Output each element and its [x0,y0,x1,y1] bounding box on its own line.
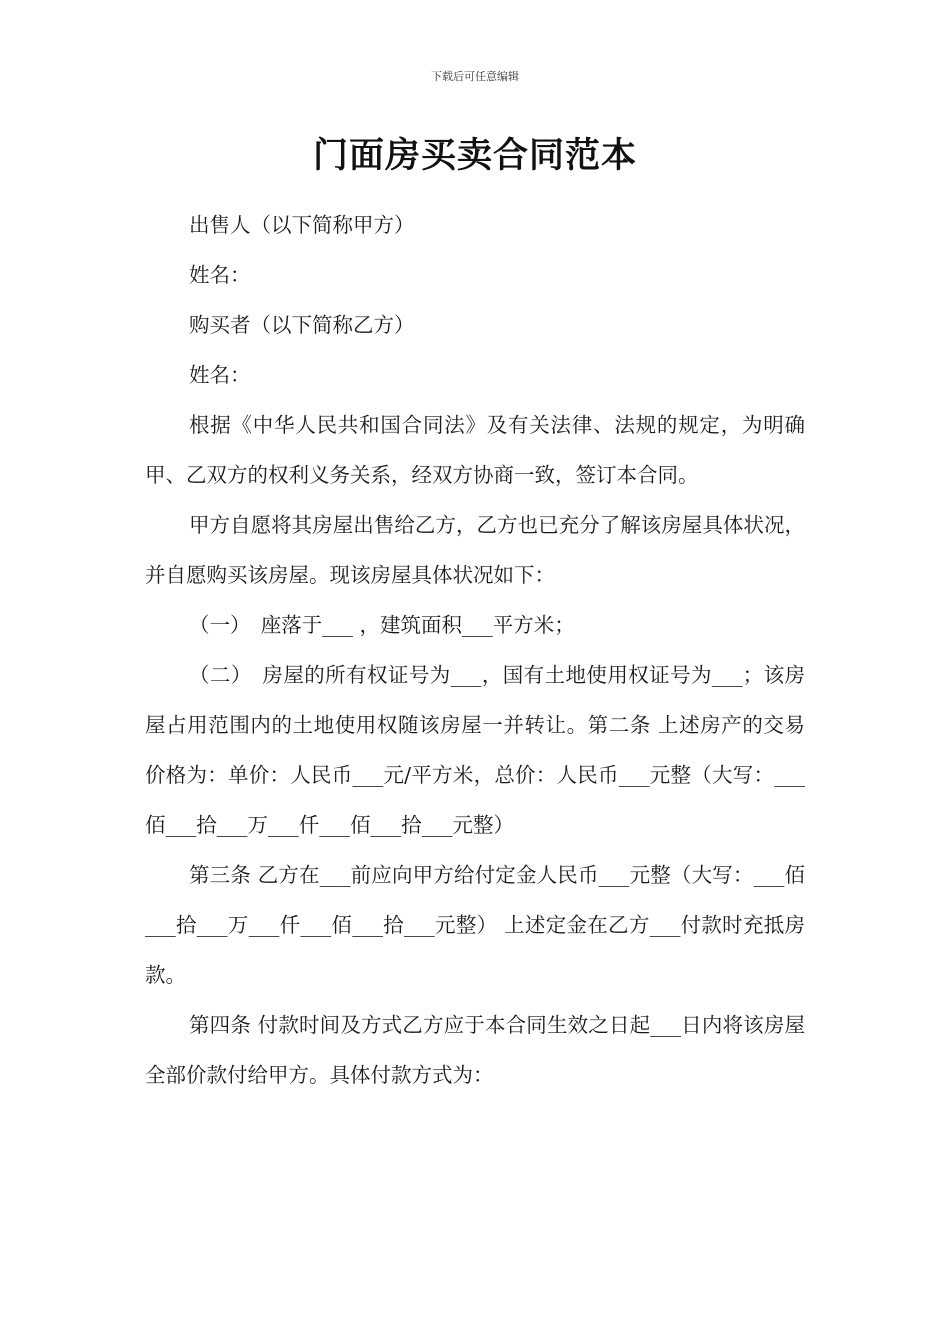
paragraph-article-3: 第三条 乙方在___前应向甲方给付定金人民币___元整（大写：___佰___拾___万___仟___佰___拾___元整） 上述定金在乙方___付款时充抵房款。 [145,863,805,987]
paragraph-intent: 甲方自愿将其房屋出售给乙方，乙方也已充分了解该房屋具体状况，并自愿购买该房屋。现该房屋具体状况如下： [145,513,805,587]
header-note: 下载后可任意编辑 [431,70,519,83]
paragraph-buyer-name: 姓名： [189,363,251,387]
paragraph-seller: 出售人（以下简称甲方） [189,213,415,237]
paragraph-article-4: 第四条 付款时间及方式乙方应于本合同生效之日起___日内将该房屋全部价款付给甲方。具体付款方式为： [145,1013,805,1087]
paragraph-preamble: 根据《中华人民共和国合同法》及有关法律、法规的规定，为明确甲、乙双方的权利义务关系，经双方协商一致，签订本合同。 [145,413,805,487]
paragraph-seller-name: 姓名： [189,263,251,287]
document-title: 门面房买卖合同范本 [312,135,637,176]
paragraph-buyer: 购买者（以下简称乙方） [189,313,415,337]
paragraph-item-2: （二） 房屋的所有权证号为___，国有土地使用权证号为___；该房屋占用范围内的土地使用权随该房屋一并转让。第二条 上述房产的交易价格为：单价：人民币___元/平方米，总价：人民币___元整（大写：___佰___拾___万___仟___佰___拾___元整） [145,663,805,837]
paragraph-item-1: （一） 座落于___ ，建筑面积___平方米； [189,613,575,637]
document-body [145,200,805,1100]
